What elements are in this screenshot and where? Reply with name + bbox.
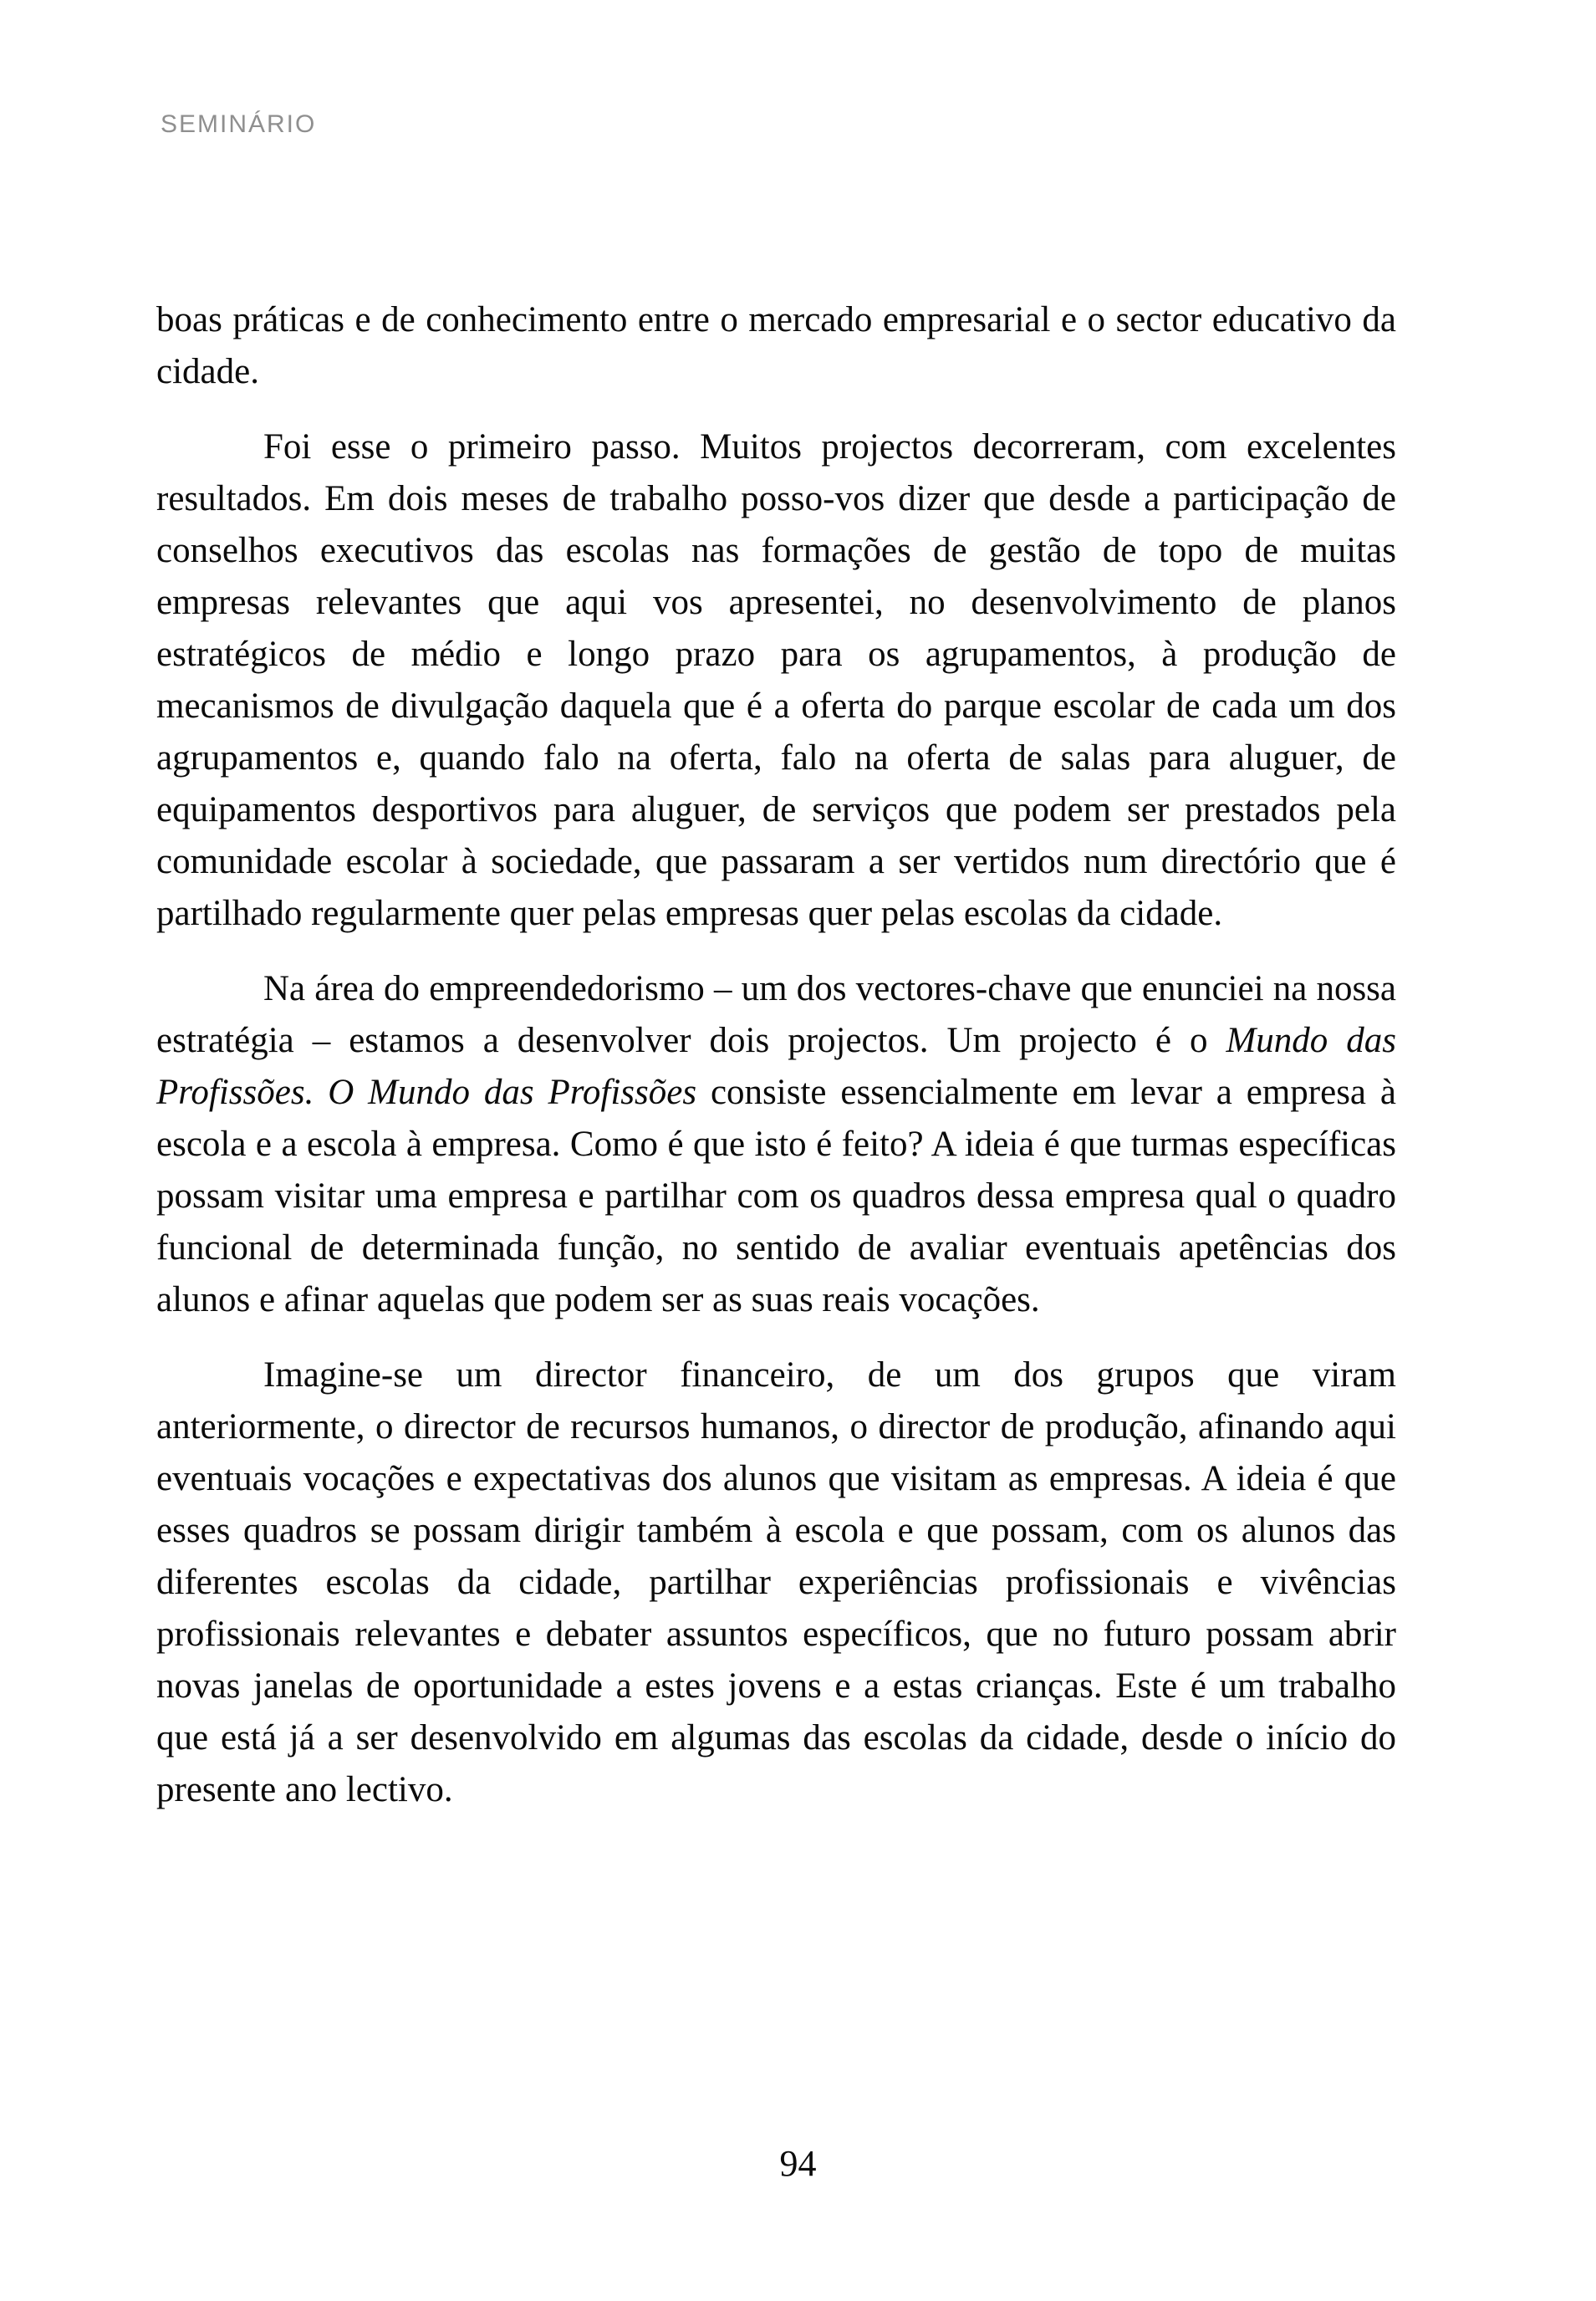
paragraph-text: Na área do empreendedorismo – um dos vectores-chave que enunciei na nossa estratégia – estamos a desenvolver dois projectos. Um projecto é o	[156, 969, 1396, 1060]
paragraph-text: consiste essencialmente em levar a empresa à escola e a escola à empresa. Como é que isto é feito? A ideia é que turmas específicas possam visitar uma empresa e partilhar com os quadros dessa empresa qual o quadro funcional de determinada função, no sentido de avaliar eventuais apetências dos alunos e afinar aquelas que podem ser as suas reais vocações.	[156, 1073, 1396, 1319]
paragraph-first-step	[156, 421, 1396, 940]
paragraph-text: Foi esse o primeiro passo. Muitos projectos decorreram, com excelentes resultados. Em dois meses de trabalho posso-vos dizer que desde a participação de conselhos executivos das escolas nas formações de gestão de topo de muitas empresas relevantes que aqui vos apresentei, no desenvolvimento de planos estratégicos de médio e longo prazo para os agrupamentos, à produção de mecanismos de divulgação daquela que é a oferta do parque escolar de cada um dos agrupamentos e, quando falo na oferta, falo na oferta de salas para aluguer, de equipamentos desportivos para aluguer, de serviços que podem ser prestados pela comunidade escolar à sociedade, que passaram a ser vertidos num directório que é partilhado regularmente quer pelas empresas quer pelas escolas da cidade.	[156, 427, 1396, 933]
page-number: 94	[779, 2143, 817, 2184]
body-text	[156, 294, 1396, 1816]
paragraph-text: boas práticas e de conhecimento entre o mercado empresarial e o sector educativo da cidade.	[156, 300, 1396, 391]
paragraph-entrepreneurship	[156, 963, 1396, 1326]
running-header: SEMINÁRIO	[161, 110, 317, 138]
paragraph-continuation	[156, 294, 1396, 398]
paragraph-text-italic: Mundo das Profissões. O Mundo das Profissões	[156, 1021, 1396, 1112]
paragraph-director-example	[156, 1349, 1396, 1816]
paragraph-text: Imagine-se um director financeiro, de um dos grupos que viram anteriormente, o director de recursos humanos, o director de produção, afinando aqui eventuais vocações e expectativas dos alunos que visitam as empresas. A ideia é que esses quadros se possam dirigir também à escola e que possam, com os alunos das diferentes escolas da cidade, partilhar experiências profissionais e vivências profissionais relevantes e debater assuntos específicos, que no futuro possam abrir novas janelas de oportunidade a estes jovens e a estas crianças. Este é um trabalho que está já a ser desenvolvido em algumas das escolas da cidade, desde o início do presente ano lectivo.	[156, 1355, 1396, 1809]
